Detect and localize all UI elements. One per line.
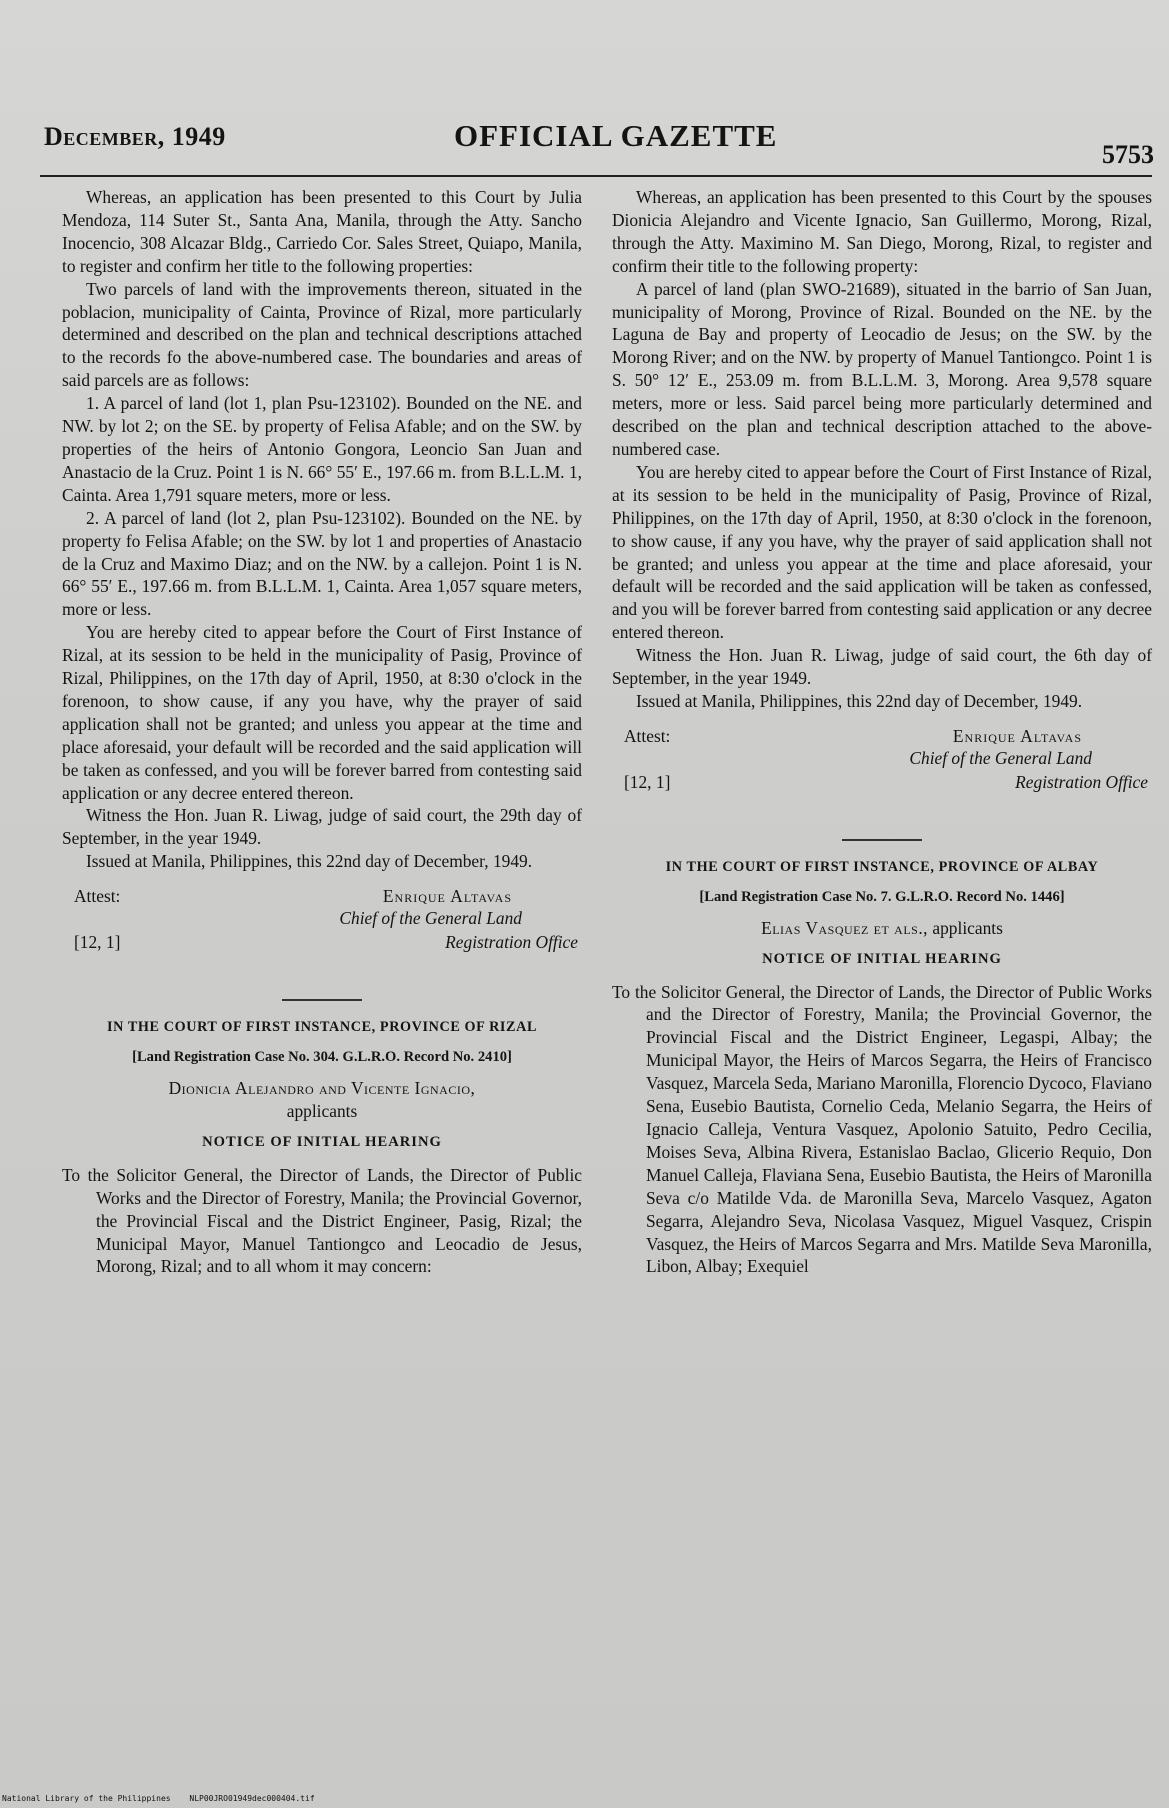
addressees: To the Solicitor General, the Director of Lands, the Director of Public Works and the Director of Forestry, Manila; the Provincial Governor, the Provincial Fiscal and the District Engineer, Pasig, Rizal; the Municipal Mayor, Manuel Tantiongco and Leocadio de Jesus, Morong, Rizal; and to all whom it may concern: bbox=[62, 1164, 582, 1277]
applicants bbox=[62, 1077, 582, 1123]
paragraph: Witness the Hon. Juan R. Liwag, judge of said court, the 29th day of September, in the year 1949. bbox=[62, 805, 582, 849]
attest-name: Enrique Altavas bbox=[382, 886, 512, 907]
attest-name: Enrique Altavas bbox=[952, 725, 1082, 746]
paragraph: You are hereby cited to appear before the Court of First Instance of Rizal, at its session to be held in the municipality of Pasig, Province of Rizal, Philippines, on the 17th day of April, 1950, at 8:30 o'clock in the forenoon, to show cause, if any you have, why the prayer of said application shall not be granted; and unless you appear at the time and place aforesaid, your default will be recorded and the said application will be taken as confessed, and you will be forever barred from contesting said application or any decree entered thereon. bbox=[62, 622, 582, 803]
issue-date: December, 1949 bbox=[44, 122, 226, 151]
paragraph: Issued at Manila, Philippines, this 22nd day of December, 1949. bbox=[636, 690, 1083, 711]
court-heading: IN THE COURT OF FIRST INSTANCE, PROVINCE OF ALBAY bbox=[665, 858, 1099, 875]
attest-title-line2: Registration Office bbox=[1015, 771, 1148, 792]
paragraph: Two parcels of land with the improvements thereon, situated in the poblacion, municipality of Cainta, Province of Rizal, more particularly determined and described on the plan and technical descriptions attached to the records fo the above-numbered case. The boundaries and areas of said parcels are as follows: bbox=[62, 278, 582, 391]
paragraph: 2. A parcel of land (lot 2, plan Psu-123102). Bounded on the NE. by property fo Felisa Afable; on the SW. by lot 1 and properties of Anastacio de la Cruz and Maximo Diaz; and on the NW. by a callejon. Point 1 is N. 66° 55′ E., 197.66 m. from B.L.L.M. 1, Cainta. Area 1,057 square meters, more or less. bbox=[62, 507, 582, 620]
paragraph: You are hereby cited to appear before the Court of First Instance of Rizal, at its session to be held in the municipality of Pasig, Province of Rizal, Philippines, on the 17th day of April, 1950, at 8:30 o'clock in the forenoon, to show cause, if any you have, why the prayer of said application shall not be granted; and unless you appear at the time and place aforesaid, your default will be recorded and the said application will be taken as confessed, and you will be forever barred from contesting said application or any decree entered thereon. bbox=[612, 461, 1152, 643]
right-column bbox=[612, 186, 1152, 1278]
publication-title: OFFICIAL GAZETTE bbox=[454, 118, 778, 153]
attestation-block bbox=[612, 725, 1152, 813]
paragraph: Witness the Hon. Juan R. Liwag, judge of said court, the 6th day of September, in the year 1949. bbox=[612, 645, 1152, 689]
applicants bbox=[612, 917, 1152, 940]
header-rule bbox=[40, 175, 1152, 177]
applicant-role: applicants bbox=[932, 917, 1003, 938]
notice-title: NOTICE OF INITIAL HEARING bbox=[762, 950, 1002, 967]
issue-code: [12, 1] bbox=[74, 932, 121, 953]
case-line: [Land Registration Case No. 304. G.L.R.O. Record No. 2410] bbox=[132, 1049, 512, 1066]
attest-title-line2: Registration Office bbox=[445, 932, 578, 953]
issue-code: [12, 1] bbox=[624, 771, 671, 792]
attest-label: Attest: bbox=[624, 725, 671, 746]
case-line: [Land Registration Case No. 7. G.L.R.O. Record No. 1446] bbox=[699, 888, 1065, 905]
addressees: To the Solicitor General, the Director of Lands, the Director of Public Works and the Director of Forestry, Manila; the Provincial Governor, the Provincial Fiscal and the District Engineer, Legaspi, Albay; the Municipal Mayor, the Heirs of Marcos Segarra, the Heirs of Francisco Vasquez, Marcela Seda, Mariano Maronilla, Florencio Dycoco, Flaviano Sena, Eusebio Bautista, Cornelio Ceda, Melanio Segarra, the Heirs of Ignacio Calleja, Ventura Vasquez, Apolonio Satuito, Pedro Cecilia, Moises Seva, Albina Rivera, Estanislao Baclao, Glicerio Requio, Don Manuel Calleja, Flaviana Sena, Eusebio Bautista, the Heirs of Maronilla Seva c/o Matilde Vda. de Maronilla Seva, Marcelo Vasquez, Agaton Segarra, Alejandro Seva, Nicolasa Vasquez, Miguel Vasquez, Crispin Vasquez, the Heirs of Marcos Segarra and Mrs. Matilde Seva Maronilla, Libon, Albay; Exequiel bbox=[612, 981, 1152, 1277]
section-divider bbox=[842, 839, 922, 841]
paragraph: Issued at Manila, Philippines, this 22nd day of December, 1949. bbox=[86, 851, 533, 872]
paragraph: A parcel of land (plan SWO-21689), situated in the barrio of San Juan, municipality of Morong, Province of Rizal. Bounded on the NE. by the Laguna de Bay and property of Leocadio de Jesus; on the SW. by the Morong River; and on the NW. by property of Manuel Tantiongco. Point 1 is S. 50° 12′ E., 253.09 m. from B.L.L.M. 3, Morong. Area 9,578 square meters, more or less. Said parcel being more particularly determined and described on the plan and technical description attached to the above-numbered case. bbox=[612, 278, 1152, 459]
applicant-names: Elias Vasquez et als., bbox=[761, 917, 929, 938]
file-name: NLP00JRO01949dec000404.tif bbox=[189, 1794, 315, 1803]
scan-footer bbox=[2, 1794, 315, 1803]
court-heading: IN THE COURT OF FIRST INSTANCE, PROVINCE OF RIZAL bbox=[106, 1019, 538, 1036]
paragraph: 1. A parcel of land (lot 1, plan Psu-123102). Bounded on the NE. and NW. by lot 2; on the SE. by property of Felisa Afable; and on the SW. by properties of the heirs of Antonio Gongora, Leoncio San Juan and Anastacio de la Cruz. Point 1 is N. 66° 55′ E., 197.66 m. from B.L.L.M. 1, Cainta. Area 1,791 square meters, more or less. bbox=[62, 393, 582, 505]
attest-label: Attest: bbox=[74, 886, 121, 907]
paragraph: Whereas, an application has been presented to this Court by Julia Mendoza, 114 Suter St., Santa Ana, Manila, through the Atty. Sancho Inocencio, 308 Alcazar Bldg., Carriedo Cor. Sales Street, Quiapo, Manila, to register and confirm her title to the following properties: bbox=[62, 187, 582, 276]
page-header bbox=[44, 118, 1154, 168]
page-number: 5753 bbox=[1102, 140, 1154, 169]
notice-title: NOTICE OF INITIAL HEARING bbox=[202, 1133, 442, 1150]
attest-title-line1: Chief of the General Land bbox=[909, 747, 1092, 768]
library-credit: National Library of the Philippines bbox=[2, 1794, 171, 1803]
left-column bbox=[62, 186, 582, 1278]
attest-title-line1: Chief of the General Land bbox=[339, 908, 522, 929]
applicant-names: Dionicia Alejandro and Vicente Ignacio, bbox=[168, 1078, 476, 1099]
attestation-block bbox=[62, 885, 582, 973]
section-divider bbox=[282, 999, 362, 1001]
paragraph: Whereas, an application has been presented to this Court by the spouses Dionicia Alejandro and Vicente Ignacio, San Guillermo, Morong, Rizal, through the Atty. Maximino M. San Diego, Morong, Rizal, to register and confirm their title to the following property: bbox=[612, 187, 1152, 276]
applicant-role: applicants bbox=[286, 1101, 358, 1121]
